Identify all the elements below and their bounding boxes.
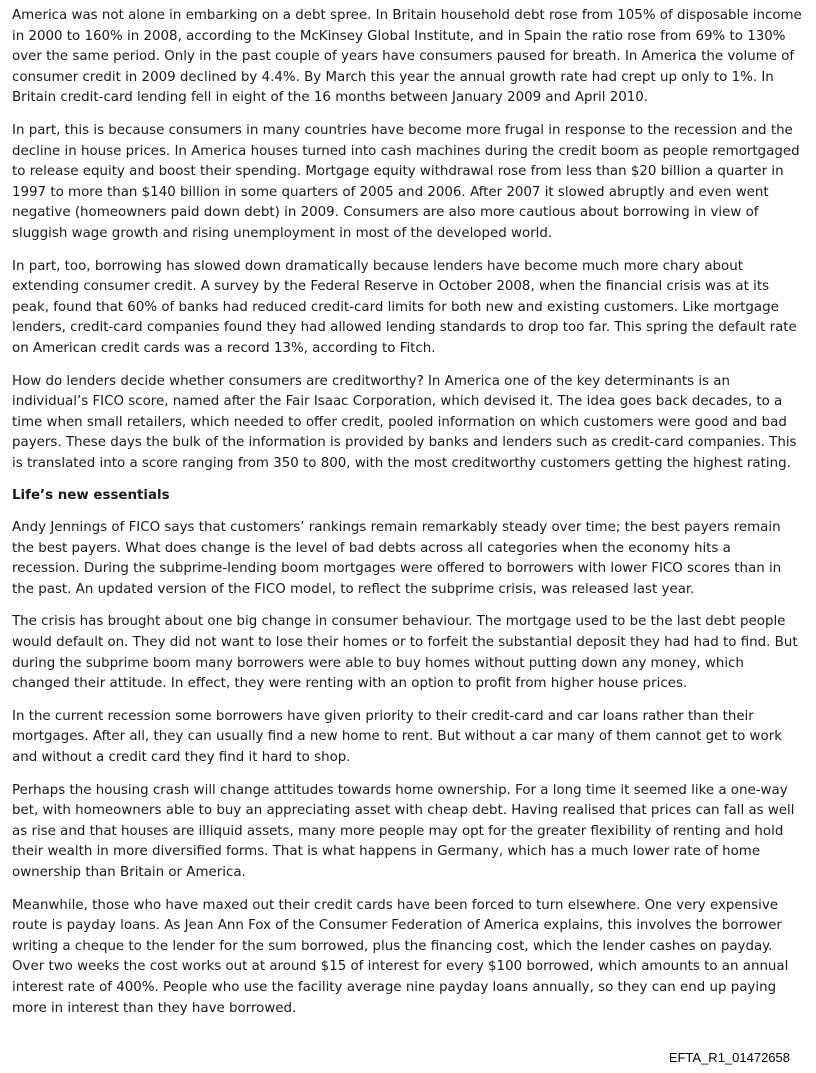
paragraph-consumer-behaviour: The crisis has brought about one big change in consumer behaviour. The mortgage used to be the last debt people would default on. They did not want to lose their homes or to forfeit the substantial deposit they had had to find. But during the subprime boom many borrowers were able to buy homes without putting down any money, which changed their attitude. In effect, they were renting with an option to profit from higher house prices. [12,614,798,692]
document-id-stamp: EFTA_R1_01472658 [668,1050,790,1065]
paragraph-home-ownership: Perhaps the housing crash will change attitudes towards home ownership. For a long time it seemed like a one-way bet, with homeowners able to buy an appreciating asset with cheap debt. Having realised that prices can fall as well as rise and that houses are illiquid assets, many more people may opt for the greater flexibility of renting and hold their wealth in more diversified forms. That is what happens in Germany, which has a much lower rate of home ownership than Britain or America. [12,782,795,880]
paragraph-customer-rankings: Andy Jennings of FICO says that customers’ rankings remain remarkably steady over time; the best payers remain the best payers. What does change is the level of bad debts across all categories when the economy hits a recession. During the subprime-lending boom mortgages were offered to borrowers with lower FICO scores than in the past. An updated version of the FICO model, to reflect the subprime crisis, was released last year. [12,520,782,597]
article-body [12,6,802,1031]
paragraph-current-recession: In the current recession some borrowers have given priority to their credit-card and car loans rather than their mortgages. After all, they can usually find a new home to rent. But without a car many of them cannot get to work and without a credit card they find it hard to shop. [12,708,782,765]
paragraph-lenders-chary: In part, too, borrowing has slowed down dramatically because lenders have become much more chary about extending consumer credit. A survey by the Federal Reserve in October 2008, when the financial crisis was at its peak, found that 60% of banks had reduced credit-card limits for both new and existing customers. Like mortgage lenders, credit-card companies found they had allowed lending standards to drop too far. This spring the default rate on American credit cards was a record 13%, according to Fitch. [12,258,797,356]
paragraph-frugal-consumers: In part, this is because consumers in many countries have become more frugal in response to the recession and the decline in house prices. In America houses turned into cash machines during the credit boom as people remortgaged to release equity and boost their spending. Mortgage equity withdrawal rose from less than $20 billion a quarter in 1997 to more than $140 billion in some quarters of 2005 and 2006. After 2007 it slowed abruptly and even went negative (homeowners paid down debt) in 2009. Consumers are also more cautious about borrowing in view of sluggish wage growth and rising unemployment in most of the developed world. [12,122,800,241]
paragraph-payday-loans: Meanwhile, those who have maxed out their credit cards have been forced to turn elsewhere. One very expensive route is payday loans. As Jean Ann Fox of the Consumer Federation of America explains, this involves the borrower writing a cheque to the lender for the sum borrowed, plus the financing cost, which the lender cashes on payday. Over two weeks the cost works out at around $15 of interest for every $100 borrowed, which amounts to an annual interest rate of 400%. People who use the facility average nine payday loans annually, so they can end up paying more in interest than they have borrowed. [12,897,789,1016]
section-subheading: Life’s new essentials [12,488,170,504]
paragraph-debt-spree: America was not alone in embarking on a debt spree. In Britain household debt rose from 105% of disposable income in 2000 to 160% in 2008, according to the McKinsey Global Institute, and in Spain the ratio rose from 69% to 130% over the same period. Only in the past couple of years have consumers paused for breath. In America the volume of consumer credit in 2009 declined by 4.4%. By March this year the annual growth rate had crept up only to 1%. In Britain credit-card lending fell in eight of the 16 months between January 2009 and April 2010. [12,8,802,106]
paragraph-fico-score: How do lenders decide whether consumers are creditworthy? In America one of the key determinants is an individual’s FICO score, named after the Fair Isaac Corporation, which devised it. The idea goes back decades, to a time when small retailers, which needed to offer credit, pooled information on which customers were good and bad payers. These days the bulk of the information is provided by banks and lenders such as credit-card companies. This is translated into a score ranging from 350 to 800, with the most creditworthy customers getting the highest rating. [12,373,797,471]
